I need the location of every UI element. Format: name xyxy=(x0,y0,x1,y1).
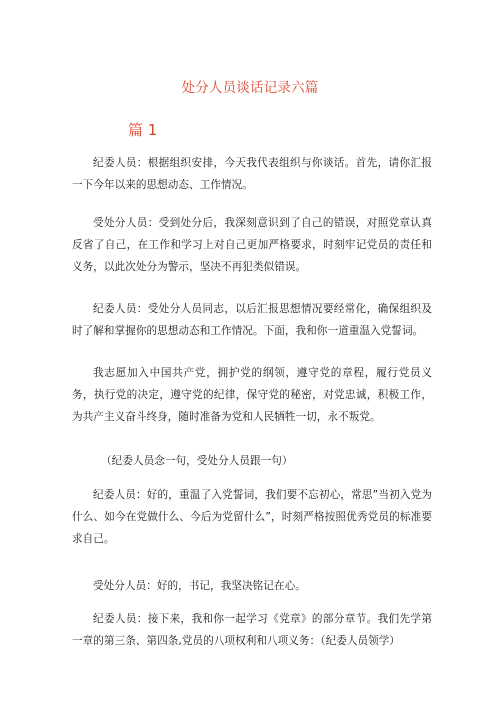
paragraph: 受处分人员：好的，书记，我坚决铭记在心。 xyxy=(93,580,306,592)
paragraph: 纪委人员：好的，重温了入党誓词，我们要不忘初心，常思”当初入党为什么、如今在党做什么、今后为党留什么”，时刻严格按照优秀党员的标准要求自己。 xyxy=(72,489,432,545)
paragraph: 纪委人员：根据组织安排，今天我代表组织与你谈话。首先，请你汇报一下今年以来的思想动态、工作情况。 xyxy=(72,157,432,191)
document-title: 处分人员谈话记录六篇 xyxy=(181,80,319,96)
paragraph-note: （纪委人员念一句，受处分人员跟一句） xyxy=(101,455,293,467)
paragraph: 纪委人员：受处分人员同志，以后汇报思想情况要经常化，确保组织及时了解和掌握你的思想动态和工作情况。下面，我和你一道重温入党誓词。 xyxy=(72,303,432,337)
paragraph: 我志愿加入中国共产党，拥护党的纲领，遵守党的章程，履行党员义务，执行党的决定，遵守党的纪律，保守党的秘密，对党忠诚，积极工作，为共产主义奋斗终身，随时准备为党和人民牺牲一切，永不叛党。 xyxy=(72,367,432,423)
section-heading: 篇 1 xyxy=(128,121,158,139)
paragraph: 纪委人员：接下来，我和你一起学习《党章》的部分章节。我们先学第一章的第三条、第四条,党员的八项权利和八项义务：（纪委人员领学） xyxy=(72,613,432,647)
paragraph: 受处分人员：受到处分后，我深刻意识到了自己的错误，对照党章认真反省了自己，在工作和学习上对自己更加严格要求，时刻牢记党员的责任和义务，以此次处分为警示，坚决不再犯类似错误。 xyxy=(72,217,432,273)
